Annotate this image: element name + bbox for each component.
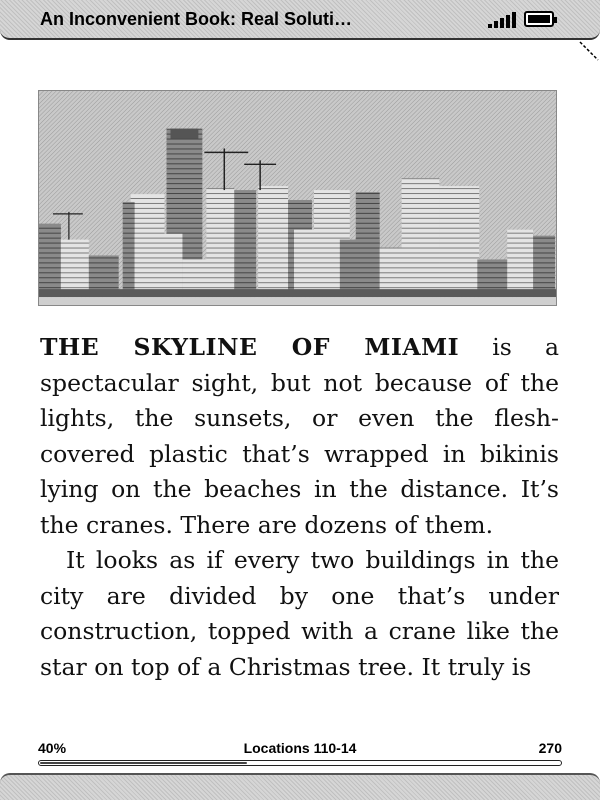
- progress-bar-fill: [40, 762, 247, 764]
- paragraph-1: [40, 330, 559, 543]
- chapter-lead-in: THE SKYLINE OF MIAMI: [40, 333, 460, 361]
- progress-bar: [38, 760, 562, 766]
- signal-strength-icon: [488, 12, 518, 28]
- status-bar: [0, 0, 600, 40]
- paragraph-1-text: is a spectacular sight, but not because of the lights, the sunsets, or even the flesh-covered plastic that’s wrapped in bikinis lying on the beaches in the distance. It’s the cranes. There are dozens of them.: [40, 333, 559, 539]
- total-locations: 270: [538, 740, 562, 756]
- location-range: Locations 110-14: [243, 740, 357, 756]
- book-title: An Inconvenient Book: Real Soluti…: [40, 9, 353, 29]
- battery-icon: [524, 11, 554, 27]
- skyline-photo: [38, 90, 557, 306]
- book-text[interactable]: [40, 330, 559, 685]
- percent-read: 40%: [38, 740, 67, 756]
- bookmark-corner-icon[interactable]: [578, 40, 600, 62]
- bottom-bezel: [0, 773, 600, 800]
- reading-progress: [38, 740, 562, 758]
- paragraph-2: It looks as if every two buildings in the city are divided by one that’s under construction, topped with a crane like the star on top of a Christmas tree. It truly is: [40, 546, 559, 681]
